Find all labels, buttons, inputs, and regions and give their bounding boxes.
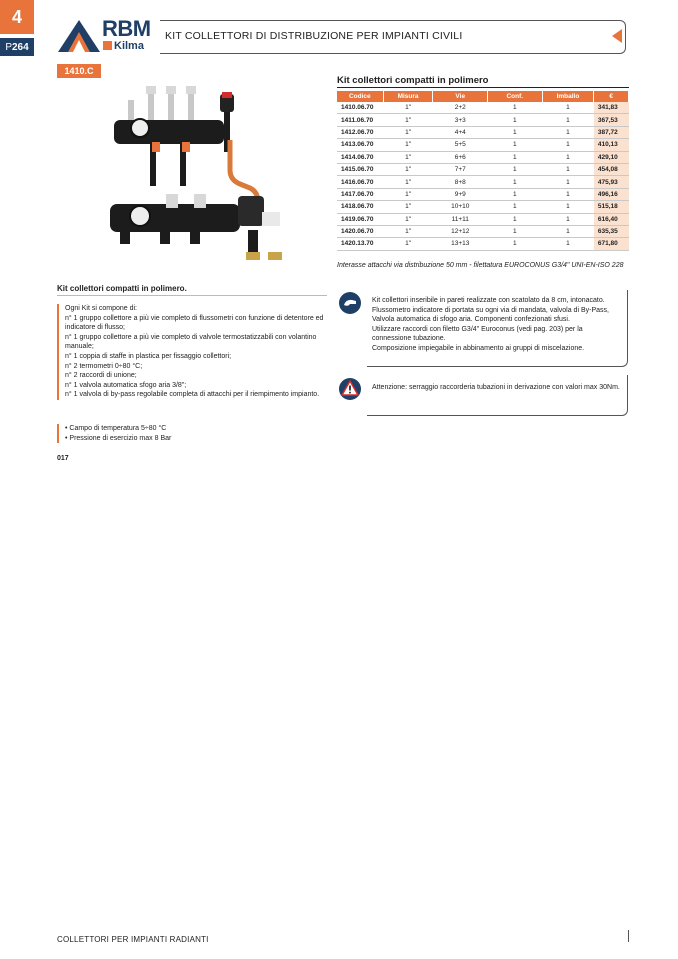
- table-row: [337, 188, 629, 200]
- page-title: KIT COLLETTORI DI DISTRIBUZIONE PER IMPIANTI CIVILI: [165, 30, 463, 42]
- price-cell: 367,53: [594, 114, 629, 126]
- table-cell: 5+5: [433, 139, 488, 151]
- code-cell: 1410.06.70: [337, 102, 383, 114]
- table-cell: 1: [542, 102, 594, 114]
- table-cell: 1: [488, 126, 543, 138]
- table-cell: 1: [542, 176, 594, 188]
- price-cell: 475,93: [594, 176, 629, 188]
- chapter-tab: 4: [0, 0, 34, 34]
- table-cell: 1: [542, 225, 594, 237]
- kit-line: Ogni Kit si compone di:: [65, 305, 137, 312]
- column-header: Misura: [383, 91, 433, 102]
- kit-line: n° 2 raccordi di unione;: [65, 372, 137, 380]
- kit-section-rule: [57, 295, 327, 296]
- table-cell: 1: [542, 213, 594, 225]
- price-cell: 387,72: [594, 126, 629, 138]
- table-row: [337, 201, 629, 213]
- brand-kilma: Kilma: [114, 40, 144, 52]
- table-cell: 11+11: [433, 213, 488, 225]
- table-cell: 1: [542, 114, 594, 126]
- table-row: [337, 225, 629, 237]
- table-cell: 1: [542, 139, 594, 151]
- table-cell: 1: [542, 238, 594, 250]
- column-header: Codice: [337, 91, 383, 102]
- manifold-product-image: [100, 80, 315, 268]
- table-row: [337, 213, 629, 225]
- code-cell: 1417.06.70: [337, 188, 383, 200]
- info-line: Kit collettori inseribile in pareti realizzate con scatolato da 8 cm, intonacato.: [372, 297, 605, 304]
- kit-line: n° 1 gruppo collettore a più vie completo di valvole termostatizzabili con volantino manuale;: [65, 333, 317, 351]
- spec-item: • Campo di temperatura 5÷80 °C: [65, 424, 333, 434]
- price-cell: 341,83: [594, 102, 629, 114]
- code-cell: 1412.06.70: [337, 126, 383, 138]
- warning-box-frame: [367, 375, 628, 416]
- table-cell: 3+3: [433, 114, 488, 126]
- info-line: Composizione impiegabile in abbinamento ai gruppi di miscelazione.: [372, 344, 585, 352]
- table-title-rule: [337, 87, 629, 88]
- table-cell: 4+4: [433, 126, 488, 138]
- code-cell: 1420.13.70: [337, 238, 383, 250]
- table-cell: 1": [383, 238, 433, 250]
- kit-section-title: Kit collettori compatti in polimero.: [57, 284, 187, 293]
- table-cell: 1: [488, 114, 543, 126]
- table-row: [337, 126, 629, 138]
- table-cell: 8+8: [433, 176, 488, 188]
- price-cell: 515,18: [594, 201, 629, 213]
- arrow-left-icon: [612, 29, 622, 43]
- product-code-badge: 1410.C: [57, 64, 101, 78]
- kilma-mark-icon: [103, 41, 112, 50]
- price-cell: 496,16: [594, 188, 629, 200]
- kit-composition: [57, 304, 333, 400]
- column-header: Vie: [433, 91, 488, 102]
- info-hand-icon: [338, 291, 362, 315]
- table-cell: 1": [383, 151, 433, 163]
- warning-icon: [338, 377, 362, 401]
- table-cell: 1: [488, 213, 543, 225]
- column-header: Imballo: [542, 91, 594, 102]
- spec-list: [57, 424, 333, 443]
- price-table: [337, 91, 629, 251]
- table-cell: 1": [383, 139, 433, 151]
- section-code: 017: [57, 455, 69, 462]
- table-cell: 1": [383, 114, 433, 126]
- table-cell: 1: [542, 151, 594, 163]
- brand-rbm: RBM: [102, 16, 151, 41]
- table-row: [337, 151, 629, 163]
- code-cell: 1414.06.70: [337, 151, 383, 163]
- table-cell: 13+13: [433, 238, 488, 250]
- page-number: [0, 38, 34, 56]
- info-text: [372, 296, 622, 354]
- table-row: [337, 238, 629, 250]
- code-cell: 1413.06.70: [337, 139, 383, 151]
- kit-line: n° 1 valvola di by-pass regolabile completa di attacchi per il riempimento impianto.: [65, 391, 320, 399]
- warning-text: Attenzione: serraggio raccorderia tubazioni in derivazione con valori max 30Nm.: [372, 384, 620, 391]
- table-title: Kit collettori compatti in polimero: [337, 75, 489, 86]
- table-cell: 2+2: [433, 102, 488, 114]
- page-number-value: 264: [11, 41, 29, 53]
- code-cell: 1415.06.70: [337, 163, 383, 175]
- table-cell: 1": [383, 163, 433, 175]
- table-cell: 1": [383, 213, 433, 225]
- kit-line: n° 1 gruppo collettore a più vie completo di flussometri con funzione di detentore ed indicatore di flusso;: [65, 314, 324, 332]
- code-cell: 1419.06.70: [337, 213, 383, 225]
- table-cell: 6+6: [433, 151, 488, 163]
- code-cell: 1411.06.70: [337, 114, 383, 126]
- table-cell: 1": [383, 102, 433, 114]
- table-header-row: [337, 91, 629, 102]
- info-line: Flussometro indicatore di portata su ogni via di mandata, valvola di By-Pass, Valvola automatica di sfogo aria. Componenti confezionati sfusi.: [372, 306, 609, 324]
- table-note: Interasse attacchi via distribuzione 50 mm - filettatura EUROCONUS G3/4" UNI-EN-ISO 228: [337, 262, 624, 269]
- price-cell: 635,35: [594, 225, 629, 237]
- table-cell: 1: [488, 151, 543, 163]
- table-cell: 1": [383, 176, 433, 188]
- price-cell: 429,10: [594, 151, 629, 163]
- table-row: [337, 114, 629, 126]
- table-cell: 1: [542, 201, 594, 213]
- table-cell: 1: [542, 126, 594, 138]
- table-cell: 12+12: [433, 225, 488, 237]
- table-cell: 10+10: [433, 201, 488, 213]
- table-cell: 1: [488, 188, 543, 200]
- table-cell: 1: [542, 163, 594, 175]
- table-cell: 9+9: [433, 188, 488, 200]
- table-row: [337, 139, 629, 151]
- table-row: [337, 102, 629, 114]
- table-cell: 1: [542, 188, 594, 200]
- table-cell: 1": [383, 225, 433, 237]
- table-cell: 7+7: [433, 163, 488, 175]
- table-cell: 1: [488, 102, 543, 114]
- table-cell: 1: [488, 176, 543, 188]
- footer-title: COLLETTORI PER IMPIANTI RADIANTI: [57, 935, 209, 944]
- table-row: [337, 176, 629, 188]
- price-cell: 410,13: [594, 139, 629, 151]
- table-cell: 1": [383, 188, 433, 200]
- table-cell: 1: [488, 139, 543, 151]
- code-cell: 1418.06.70: [337, 201, 383, 213]
- kit-line: n° 1 coppia di staffe in plastica per fissaggio collettori;: [65, 352, 232, 360]
- table-cell: 1: [488, 163, 543, 175]
- table-row: [337, 163, 629, 175]
- table-cell: 1": [383, 126, 433, 138]
- price-cell: 454,08: [594, 163, 629, 175]
- column-header: €: [594, 91, 629, 102]
- price-cell: 616,40: [594, 213, 629, 225]
- table-cell: 1": [383, 201, 433, 213]
- page-number-prefix: P: [5, 41, 12, 53]
- table-cell: 1: [488, 225, 543, 237]
- table-cell: 1: [488, 201, 543, 213]
- table-cell: 1: [488, 238, 543, 250]
- code-cell: 1420.06.70: [337, 225, 383, 237]
- column-header: Conf.: [488, 91, 543, 102]
- rbm-logo-icon: [57, 18, 101, 54]
- price-cell: 671,80: [594, 238, 629, 250]
- info-line: Utilizzare raccordi con filetto G3/4" Euroconus (vedi pag. 203) per la connessione tubazione.: [372, 325, 583, 343]
- code-cell: 1416.06.70: [337, 176, 383, 188]
- kit-line: n° 2 termometri 0÷80 °C;: [65, 362, 143, 370]
- spec-item: • Pressione di esercizio max 8 Bar: [65, 434, 333, 444]
- kit-line: n° 1 valvola automatica sfogo aria 3/8";: [65, 381, 187, 389]
